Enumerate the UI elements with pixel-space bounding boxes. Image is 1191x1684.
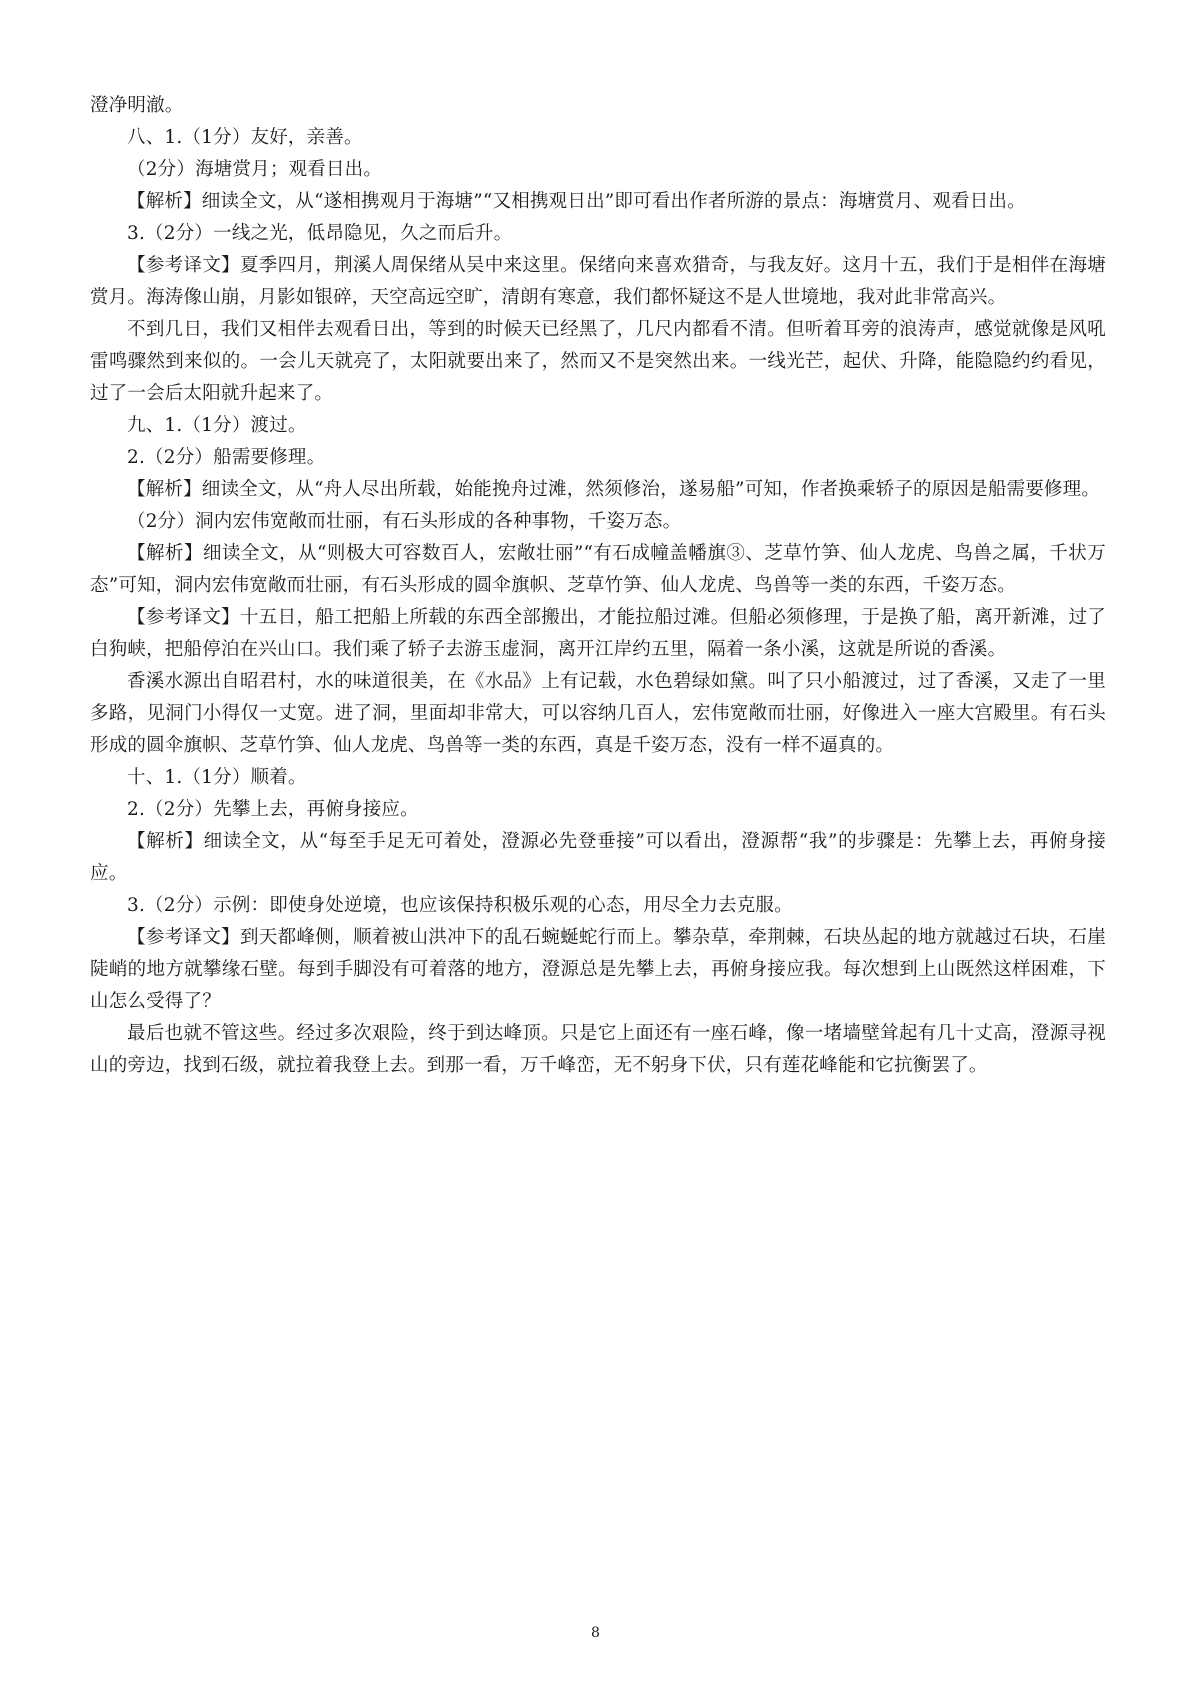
paragraph: 澄净明澈。 [90,95,184,116]
paragraph: 3.（2分）示例：即使身处逆境，也应该保持积极乐观的心态，用尽全力去克服。 [127,895,793,916]
document-body [90,90,1106,1082]
paragraph: 【解析】细读全文，从“每至手足无可着处，澄源必先登垂接”可以看出，澄源帮“我”的步骤是：先攀上去，再俯身接应。 [90,831,1106,884]
paragraph: 3.（2分）一线之光，低昂隐见，久之而后升。 [127,223,513,244]
paragraph: 【参考译文】夏季四月，荆溪人周保绪从吴中来这里。保绪向来喜欢猎奇，与我友好。这月十五，我们于是相伴在海塘赏月。海涛像山崩，月影如银碎，天空高远空旷，清朗有寒意，我们都怀疑这不是人世境地，我对此非常高兴。 [90,255,1106,308]
paragraph: 【解析】细读全文，从“则极大可容数百人，宏敞壮丽”“有石成幢盖幡旗③、芝草竹笋、仙人龙虎、鸟兽之属，千状万态”可知，洞内宏伟宽敞而壮丽，有石头形成的圆伞旗帜、芝草竹笋、仙人龙虎、鸟兽等一类的东西，千姿万态。 [90,543,1106,596]
paragraph: 【解析】细读全文，从“遂相携观月于海塘”“又相携观日出”即可看出作者所游的景点：海塘赏月、观看日出。 [127,191,1026,212]
paragraph: 2.（2分）船需要修理。 [127,447,326,468]
paragraph: （2分）海塘赏月；观看日出。 [127,159,383,180]
paragraph: 香溪水源出自昭君村，水的味道很美，在《水品》上有记载，水色碧绿如黛。叫了只小船渡过，过了香溪，又走了一里多路，见洞门小得仅一丈宽。进了洞，里面却非常大，可以容纳几百人，宏伟宽敞而壮丽，好像进入一座大宫殿里。有石头形成的圆伞旗帜、芝草竹笋、仙人龙虎、鸟兽等一类的东西，真是千姿万态，没有一样不逼真的。 [90,671,1106,756]
paragraph: 不到几日，我们又相伴去观看日出，等到的时候天已经黑了，几尺内都看不清。但听着耳旁的浪涛声，感觉就像是风吼雷鸣骤然到来似的。一会儿天就亮了，太阳就要出来了，然而又不是突然出来。一线光芒，起伏、升降，能隐隐约约看见，过了一会后太阳就升起来了。 [90,319,1106,404]
paragraph: 【解析】细读全文，从“舟人尽出所载，始能挽舟过滩，然须修治，遂易船”可知，作者换乘轿子的原因是船需要修理。 [127,479,1101,500]
paragraph: 九、1.（1分）渡过。 [127,415,307,436]
paragraph: 最后也就不管这些。经过多次艰险，终于到达峰顶。只是它上面还有一座石峰，像一堵墙壁耸起有几十丈高，澄源寻视山的旁边，找到石级，就拉着我登上去。到那一看，万千峰峦，无不躬身下伏，只有莲花峰能和它抗衡罢了。 [90,1023,1106,1076]
paragraph: 【参考译文】到天都峰侧，顺着被山洪冲下的乱石蜿蜒蛇行而上。攀杂草，牵荆棘，石块丛起的地方就越过石块，石崖陡峭的地方就攀缘石壁。每到手脚没有可着落的地方，澄源总是先攀上去，再俯身接应我。每次想到上山既然这样困难，下山怎么受得了？ [90,927,1106,1012]
paragraph: 十、1.（1分）顺着。 [127,767,307,788]
paragraph: 2.（2分）先攀上去，再俯身接应。 [127,799,419,820]
paragraph: （2分）洞内宏伟宽敞而壮丽，有石头形成的各种事物，千姿万态。 [127,511,682,532]
page-number: 8 [591,1625,600,1641]
paragraph: 【参考译文】十五日，船工把船上所载的东西全部搬出，才能拉船过滩。但船必须修理，于是换了船，离开新滩，过了白狗峡，把船停泊在兴山口。我们乘了轿子去游玉虚洞，离开江岸约五里，隔着一条小溪，这就是所说的香溪。 [90,607,1106,660]
paragraph: 八、1.（1分）友好，亲善。 [127,127,363,148]
